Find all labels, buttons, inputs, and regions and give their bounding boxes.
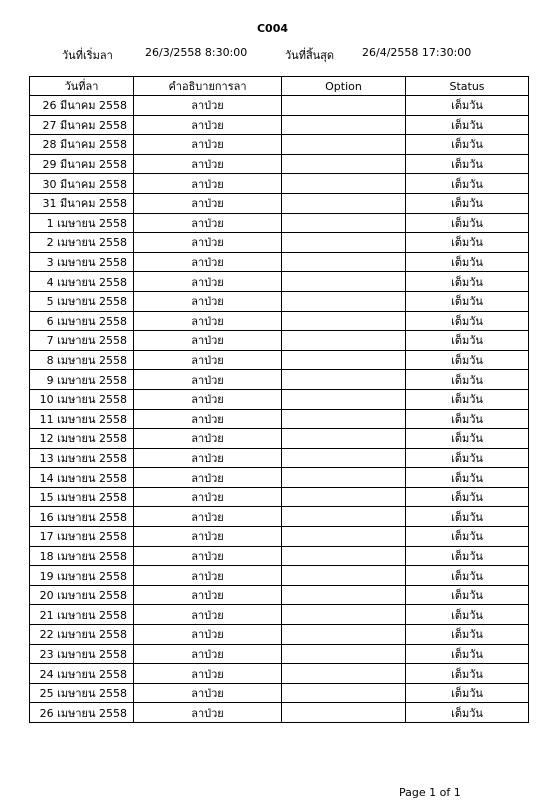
leave-date-cell: 31 มีนาคม 2558 [30,193,134,213]
leave-option-cell [282,213,406,233]
leave-date-cell: 18 เมษายน 2558 [30,546,134,566]
leave-option-cell [282,135,406,155]
leave-option-cell [282,487,406,507]
leave-description-cell: ลาป่วย [134,213,282,233]
leave-description-cell: ลาป่วย [134,291,282,311]
column-header-leave-date: วันที่ลา [30,77,134,96]
leave-status-cell: เต็มวัน [406,664,529,684]
leave-option-cell [282,409,406,429]
leave-description-cell: ลาป่วย [134,174,282,194]
leave-option-cell [282,252,406,272]
leave-status-cell: เต็มวัน [406,487,529,507]
leave-date-cell: 24 เมษายน 2558 [30,664,134,684]
leave-description-cell: ลาป่วย [134,370,282,390]
leave-status-cell: เต็มวัน [406,683,529,703]
leave-status-cell: เต็มวัน [406,331,529,351]
leave-date-cell: 8 เมษายน 2558 [30,350,134,370]
leave-option-cell [282,370,406,390]
leave-description-cell: ลาป่วย [134,272,282,292]
end-date-value: 26/4/2558 17:30:00 [362,46,472,59]
table-row [30,527,529,547]
leave-description-cell: ลาป่วย [134,154,282,174]
leave-date-cell: 9 เมษายน 2558 [30,370,134,390]
leave-option-cell [282,468,406,488]
table-row [30,272,529,292]
leave-description-cell: ลาป่วย [134,135,282,155]
leave-description-cell: ลาป่วย [134,429,282,449]
start-date-label: วันที่เริ่มลา [62,49,113,62]
table-row [30,566,529,586]
table-row [30,154,529,174]
column-header-description: คำอธิบายการลา [134,77,282,96]
leave-status-cell: เต็มวัน [406,252,529,272]
column-header-option: Option [282,77,406,96]
leave-status-cell: เต็มวัน [406,625,529,645]
leave-description-cell: ลาป่วย [134,409,282,429]
leave-description-cell: ลาป่วย [134,703,282,723]
leave-description-cell: ลาป่วย [134,487,282,507]
leave-status-cell: เต็มวัน [406,546,529,566]
leave-description-cell: ลาป่วย [134,193,282,213]
leave-date-cell: 19 เมษายน 2558 [30,566,134,586]
leave-description-cell: ลาป่วย [134,311,282,331]
leave-option-cell [282,233,406,253]
table-row [30,311,529,331]
leave-date-cell: 16 เมษายน 2558 [30,507,134,527]
table-row [30,429,529,449]
leave-option-cell [282,546,406,566]
table-row [30,233,529,253]
leave-date-cell: 22 เมษายน 2558 [30,625,134,645]
leave-option-cell [282,605,406,625]
leave-option-cell [282,527,406,547]
leave-option-cell [282,350,406,370]
leave-option-cell [282,703,406,723]
leave-status-cell: เต็มวัน [406,115,529,135]
leave-date-cell: 12 เมษายน 2558 [30,429,134,449]
leave-date-cell: 4 เมษายน 2558 [30,272,134,292]
leave-date-cell: 21 เมษายน 2558 [30,605,134,625]
table-row [30,115,529,135]
leave-date-cell: 25 เมษายน 2558 [30,683,134,703]
table-row [30,448,529,468]
leave-status-cell: เต็มวัน [406,527,529,547]
table-row [30,546,529,566]
page-number: Page 1 of 1 [399,786,461,799]
leave-status-cell: เต็มวัน [406,135,529,155]
leave-description-cell: ลาป่วย [134,252,282,272]
leave-description-cell: ลาป่วย [134,115,282,135]
leave-date-cell: 10 เมษายน 2558 [30,389,134,409]
leave-description-cell: ลาป่วย [134,585,282,605]
leave-date-cell: 5 เมษายน 2558 [30,291,134,311]
leave-option-cell [282,585,406,605]
leave-description-cell: ลาป่วย [134,546,282,566]
table-row [30,605,529,625]
leave-option-cell [282,174,406,194]
leave-option-cell [282,625,406,645]
table-row [30,409,529,429]
leave-option-cell [282,429,406,449]
leave-date-cell: 28 มีนาคม 2558 [30,135,134,155]
start-date-value: 26/3/2558 8:30:00 [145,46,248,59]
leave-description-cell: ลาป่วย [134,683,282,703]
table-row [30,291,529,311]
leave-option-cell [282,331,406,351]
leave-status-cell: เต็มวัน [406,370,529,390]
leave-description-cell: ลาป่วย [134,350,282,370]
leave-option-cell [282,566,406,586]
table-row [30,213,529,233]
leave-date-cell: 26 เมษายน 2558 [30,703,134,723]
leave-date-cell: 17 เมษายน 2558 [30,527,134,547]
leave-description-cell: ลาป่วย [134,233,282,253]
leave-status-cell: เต็มวัน [406,507,529,527]
leave-description-cell: ลาป่วย [134,389,282,409]
leave-date-cell: 15 เมษายน 2558 [30,487,134,507]
leave-option-cell [282,291,406,311]
leave-status-cell: เต็มวัน [406,468,529,488]
table-row [30,331,529,351]
leave-date-cell: 23 เมษายน 2558 [30,644,134,664]
leave-status-cell: เต็มวัน [406,213,529,233]
leave-status-cell: เต็มวัน [406,644,529,664]
leave-status-cell: เต็มวัน [406,448,529,468]
leave-status-cell: เต็มวัน [406,154,529,174]
leave-table-body [30,96,529,723]
report-code: C004 [256,22,289,35]
leave-option-cell [282,664,406,684]
table-row [30,468,529,488]
table-row [30,487,529,507]
leave-table [29,76,529,723]
leave-status-cell: เต็มวัน [406,429,529,449]
leave-description-cell: ลาป่วย [134,644,282,664]
table-header-row [30,77,529,96]
leave-date-cell: 1 เมษายน 2558 [30,213,134,233]
end-date-label: วันที่สิ้นสุด [285,49,335,62]
leave-status-cell: เต็มวัน [406,96,529,116]
leave-date-cell: 20 เมษายน 2558 [30,585,134,605]
leave-date-cell: 13 เมษายน 2558 [30,448,134,468]
leave-status-cell: เต็มวัน [406,409,529,429]
table-row [30,664,529,684]
column-header-status: Status [406,77,529,96]
leave-status-cell: เต็มวัน [406,566,529,586]
leave-status-cell: เต็มวัน [406,350,529,370]
leave-status-cell: เต็มวัน [406,291,529,311]
leave-date-cell: 27 มีนาคม 2558 [30,115,134,135]
table-row [30,644,529,664]
leave-status-cell: เต็มวัน [406,174,529,194]
leave-description-cell: ลาป่วย [134,527,282,547]
leave-option-cell [282,311,406,331]
leave-date-cell: 7 เมษายน 2558 [30,331,134,351]
leave-description-cell: ลาป่วย [134,96,282,116]
leave-status-cell: เต็มวัน [406,389,529,409]
table-row [30,193,529,213]
leave-status-cell: เต็มวัน [406,311,529,331]
leave-option-cell [282,115,406,135]
leave-option-cell [282,154,406,174]
leave-date-cell: 6 เมษายน 2558 [30,311,134,331]
table-row [30,703,529,723]
leave-option-cell [282,448,406,468]
leave-description-cell: ลาป่วย [134,605,282,625]
leave-option-cell [282,683,406,703]
leave-description-cell: ลาป่วย [134,625,282,645]
leave-date-cell: 29 มีนาคม 2558 [30,154,134,174]
leave-option-cell [282,96,406,116]
leave-date-cell: 2 เมษายน 2558 [30,233,134,253]
leave-description-cell: ลาป่วย [134,566,282,586]
leave-option-cell [282,644,406,664]
table-row [30,370,529,390]
leave-option-cell [282,507,406,527]
leave-status-cell: เต็มวัน [406,233,529,253]
table-row [30,350,529,370]
leave-status-cell: เต็มวัน [406,272,529,292]
leave-date-cell: 3 เมษายน 2558 [30,252,134,272]
leave-date-cell: 14 เมษายน 2558 [30,468,134,488]
leave-option-cell [282,389,406,409]
leave-date-cell: 11 เมษายน 2558 [30,409,134,429]
leave-option-cell [282,272,406,292]
leave-description-cell: ลาป่วย [134,468,282,488]
leave-status-cell: เต็มวัน [406,585,529,605]
table-row [30,174,529,194]
leave-date-cell: 30 มีนาคม 2558 [30,174,134,194]
table-row [30,507,529,527]
leave-description-cell: ลาป่วย [134,331,282,351]
table-row [30,683,529,703]
table-row [30,135,529,155]
table-row [30,585,529,605]
table-row [30,389,529,409]
leave-date-cell: 26 มีนาคม 2558 [30,96,134,116]
leave-description-cell: ลาป่วย [134,448,282,468]
leave-status-cell: เต็มวัน [406,605,529,625]
leave-status-cell: เต็มวัน [406,703,529,723]
leave-option-cell [282,193,406,213]
table-row [30,252,529,272]
table-row [30,625,529,645]
leave-status-cell: เต็มวัน [406,193,529,213]
table-row [30,96,529,116]
leave-description-cell: ลาป่วย [134,507,282,527]
leave-description-cell: ลาป่วย [134,664,282,684]
